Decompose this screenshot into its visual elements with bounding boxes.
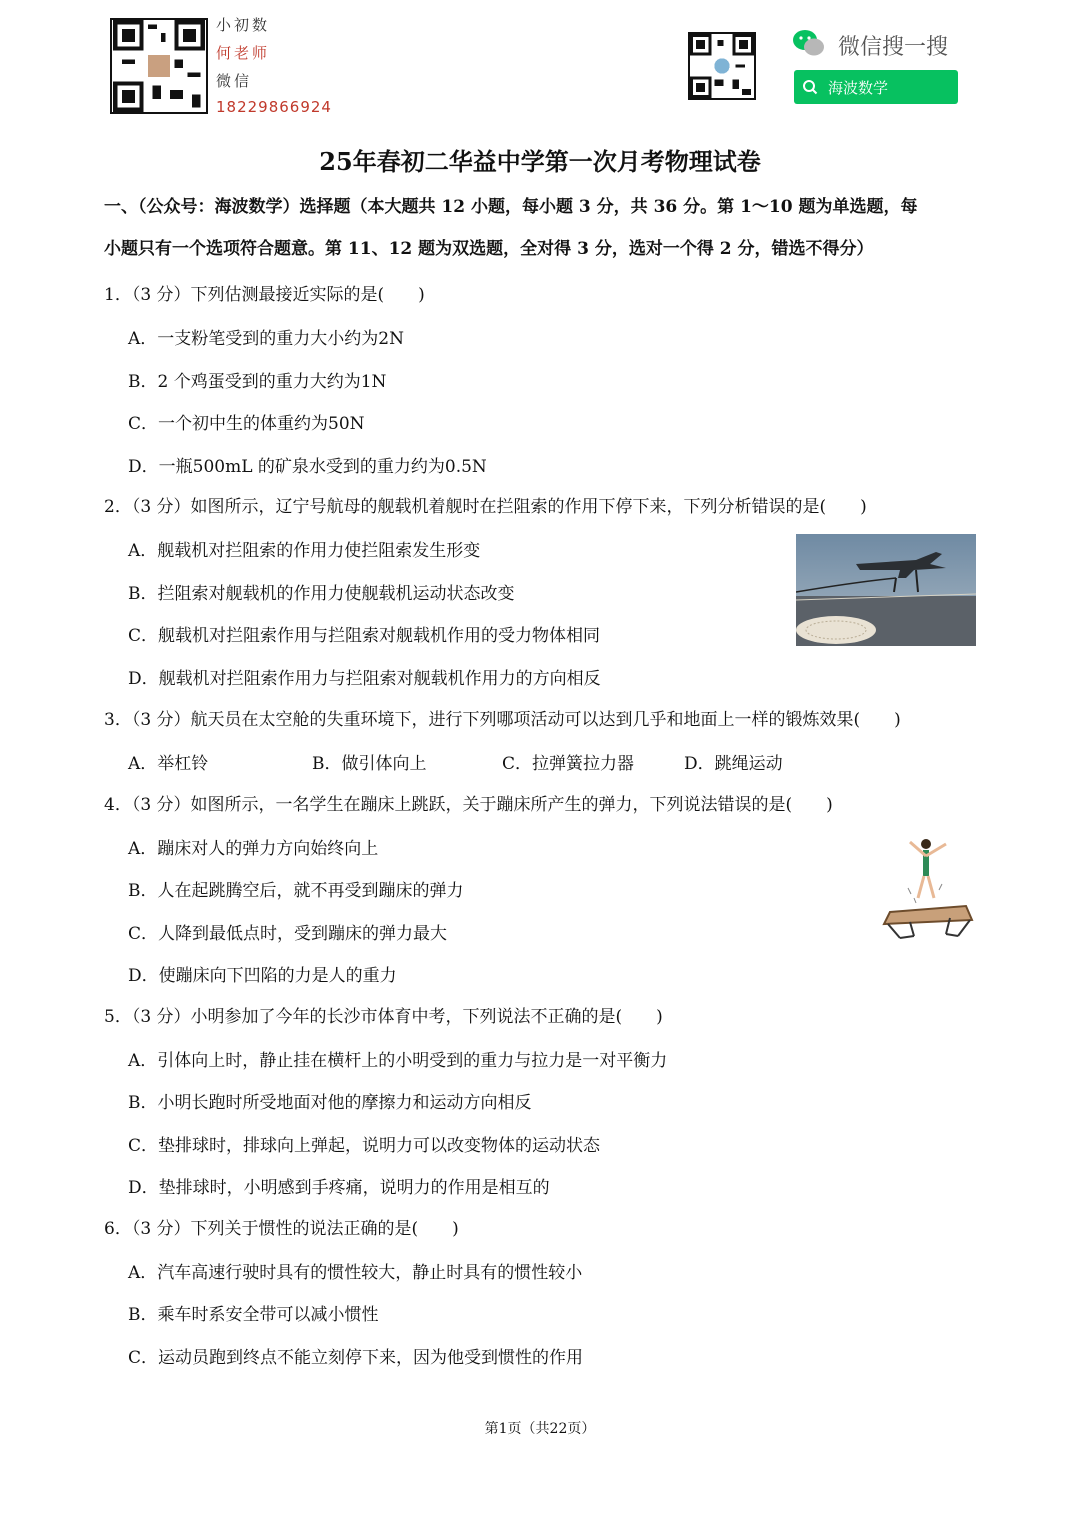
question-4-option-b: B．人在起跳腾空后，就不再受到蹦床的弹力	[128, 881, 464, 901]
handwritten-line-3: 微信	[216, 72, 253, 90]
trampoline-figure	[880, 832, 976, 944]
question-6-stem: 6．（3 分）下列关于惯性的说法正确的是( )	[104, 1219, 459, 1239]
qr-code-teacher	[110, 18, 208, 114]
wechat-search-label: 海波数学	[828, 78, 889, 97]
question-4-option-a: A．蹦床对人的弹力方向始终向上	[128, 839, 379, 859]
search-icon	[802, 79, 818, 95]
question-1-option-d: D．一瓶500mL 的矿泉水受到的重力约为0.5N	[128, 457, 487, 477]
handwritten-phone: 18229866924	[216, 98, 332, 116]
question-2-option-d: D．舰载机对拦阻索作用力与拦阻索对舰载机作用力的方向相反	[128, 669, 601, 689]
question-1-option-c: C．一个初中生的体重约为50N	[128, 414, 365, 434]
question-2-stem: 2．（3 分）如图所示，辽宁号航母的舰载机着舰时在拦阻索的作用下停下来，下列分析错误的是( )	[104, 497, 867, 517]
handwritten-line-1: 小初数	[216, 16, 271, 34]
section-heading-line-2: 小题只有一个选项符合题意。第 11、12 题为双选题，全对得 3 分，选对一个得 2 分，错选不得分）	[104, 239, 874, 259]
question-3-option-c: C．拉弹簧拉力器	[502, 754, 635, 774]
qr-pattern-icon	[690, 34, 754, 98]
question-3-option-d: D．跳绳运动	[684, 754, 783, 774]
question-5-option-b: B．小明长跑时所受地面对他的摩擦力和运动方向相反	[128, 1093, 532, 1113]
qr-code-account	[688, 32, 756, 100]
question-2-option-b: B．拦阻索对舰载机的作用力使舰载机运动状态改变	[128, 584, 515, 604]
question-6-option-c: C．运动员跑到终点不能立刻停下来，因为他受到惯性的作用	[128, 1348, 584, 1368]
section-heading-line-1: 一、（公众号：海波数学）选择题（本大题共 12 小题，每小题 3 分，共 36 分。第 1～10 题为单选题，每	[104, 197, 918, 217]
wechat-search-title: 微信搜一搜	[838, 35, 949, 60]
question-5-stem: 5．（3 分）小明参加了今年的长沙市体育中考，下列说法不正确的是( )	[104, 1007, 663, 1027]
wechat-logo-icon	[792, 28, 826, 58]
question-6-option-a: A．汽车高速行驶时具有的惯性较大，静止时具有的惯性较小	[128, 1263, 583, 1283]
wechat-search-button[interactable]	[794, 70, 958, 104]
question-4-option-d: D．使蹦床向下凹陷的力是人的重力	[128, 966, 397, 986]
question-3-option-a: A．举杠铃	[128, 754, 209, 774]
question-4-option-c: C．人降到最低点时，受到蹦床的弹力最大	[128, 924, 448, 944]
question-5-option-d: D．垫排球时，小明感到手疼痛，说明力的作用是相互的	[128, 1178, 550, 1198]
question-1-option-a: A．一支粉笔受到的重力大小约为2N	[128, 329, 404, 349]
page-title: 25年春初二华益中学第一次月考物理试卷	[319, 147, 761, 176]
question-6-option-b: B．乘车时系安全带可以减小惯性	[128, 1305, 379, 1325]
question-1-stem: 1．（3 分）下列估测最接近实际的是( )	[104, 285, 425, 305]
question-1-option-b: B．2 个鸡蛋受到的重力大约为1N	[128, 372, 387, 392]
question-5-option-a: A．引体向上时，静止挂在横杆上的小明受到的重力与拉力是一对平衡力	[128, 1051, 668, 1071]
page-number: 第1页（共22页）	[484, 1421, 596, 1437]
question-2-option-a: A．舰载机对拦阻索的作用力使拦阻索发生形变	[128, 541, 481, 561]
question-3-option-b: B．做引体向上	[312, 754, 427, 774]
question-5-option-c: C．垫排球时，排球向上弹起，说明力可以改变物体的运动状态	[128, 1136, 601, 1156]
qr-pattern-icon	[112, 20, 206, 112]
carrier-aircraft-figure	[796, 534, 976, 646]
handwritten-line-2: 何老师	[216, 44, 271, 62]
question-4-stem: 4．（3 分）如图所示，一名学生在蹦床上跳跃，关于蹦床所产生的弹力，下列说法错误的是( )	[104, 795, 833, 815]
question-2-option-c: C．舰载机对拦阻索作用与拦阻索对舰载机作用的受力物体相同	[128, 626, 601, 646]
question-3-stem: 3．（3 分）航天员在太空舱的失重环境下，进行下列哪项活动可以达到几乎和地面上一样的锻炼效果( )	[104, 710, 901, 730]
